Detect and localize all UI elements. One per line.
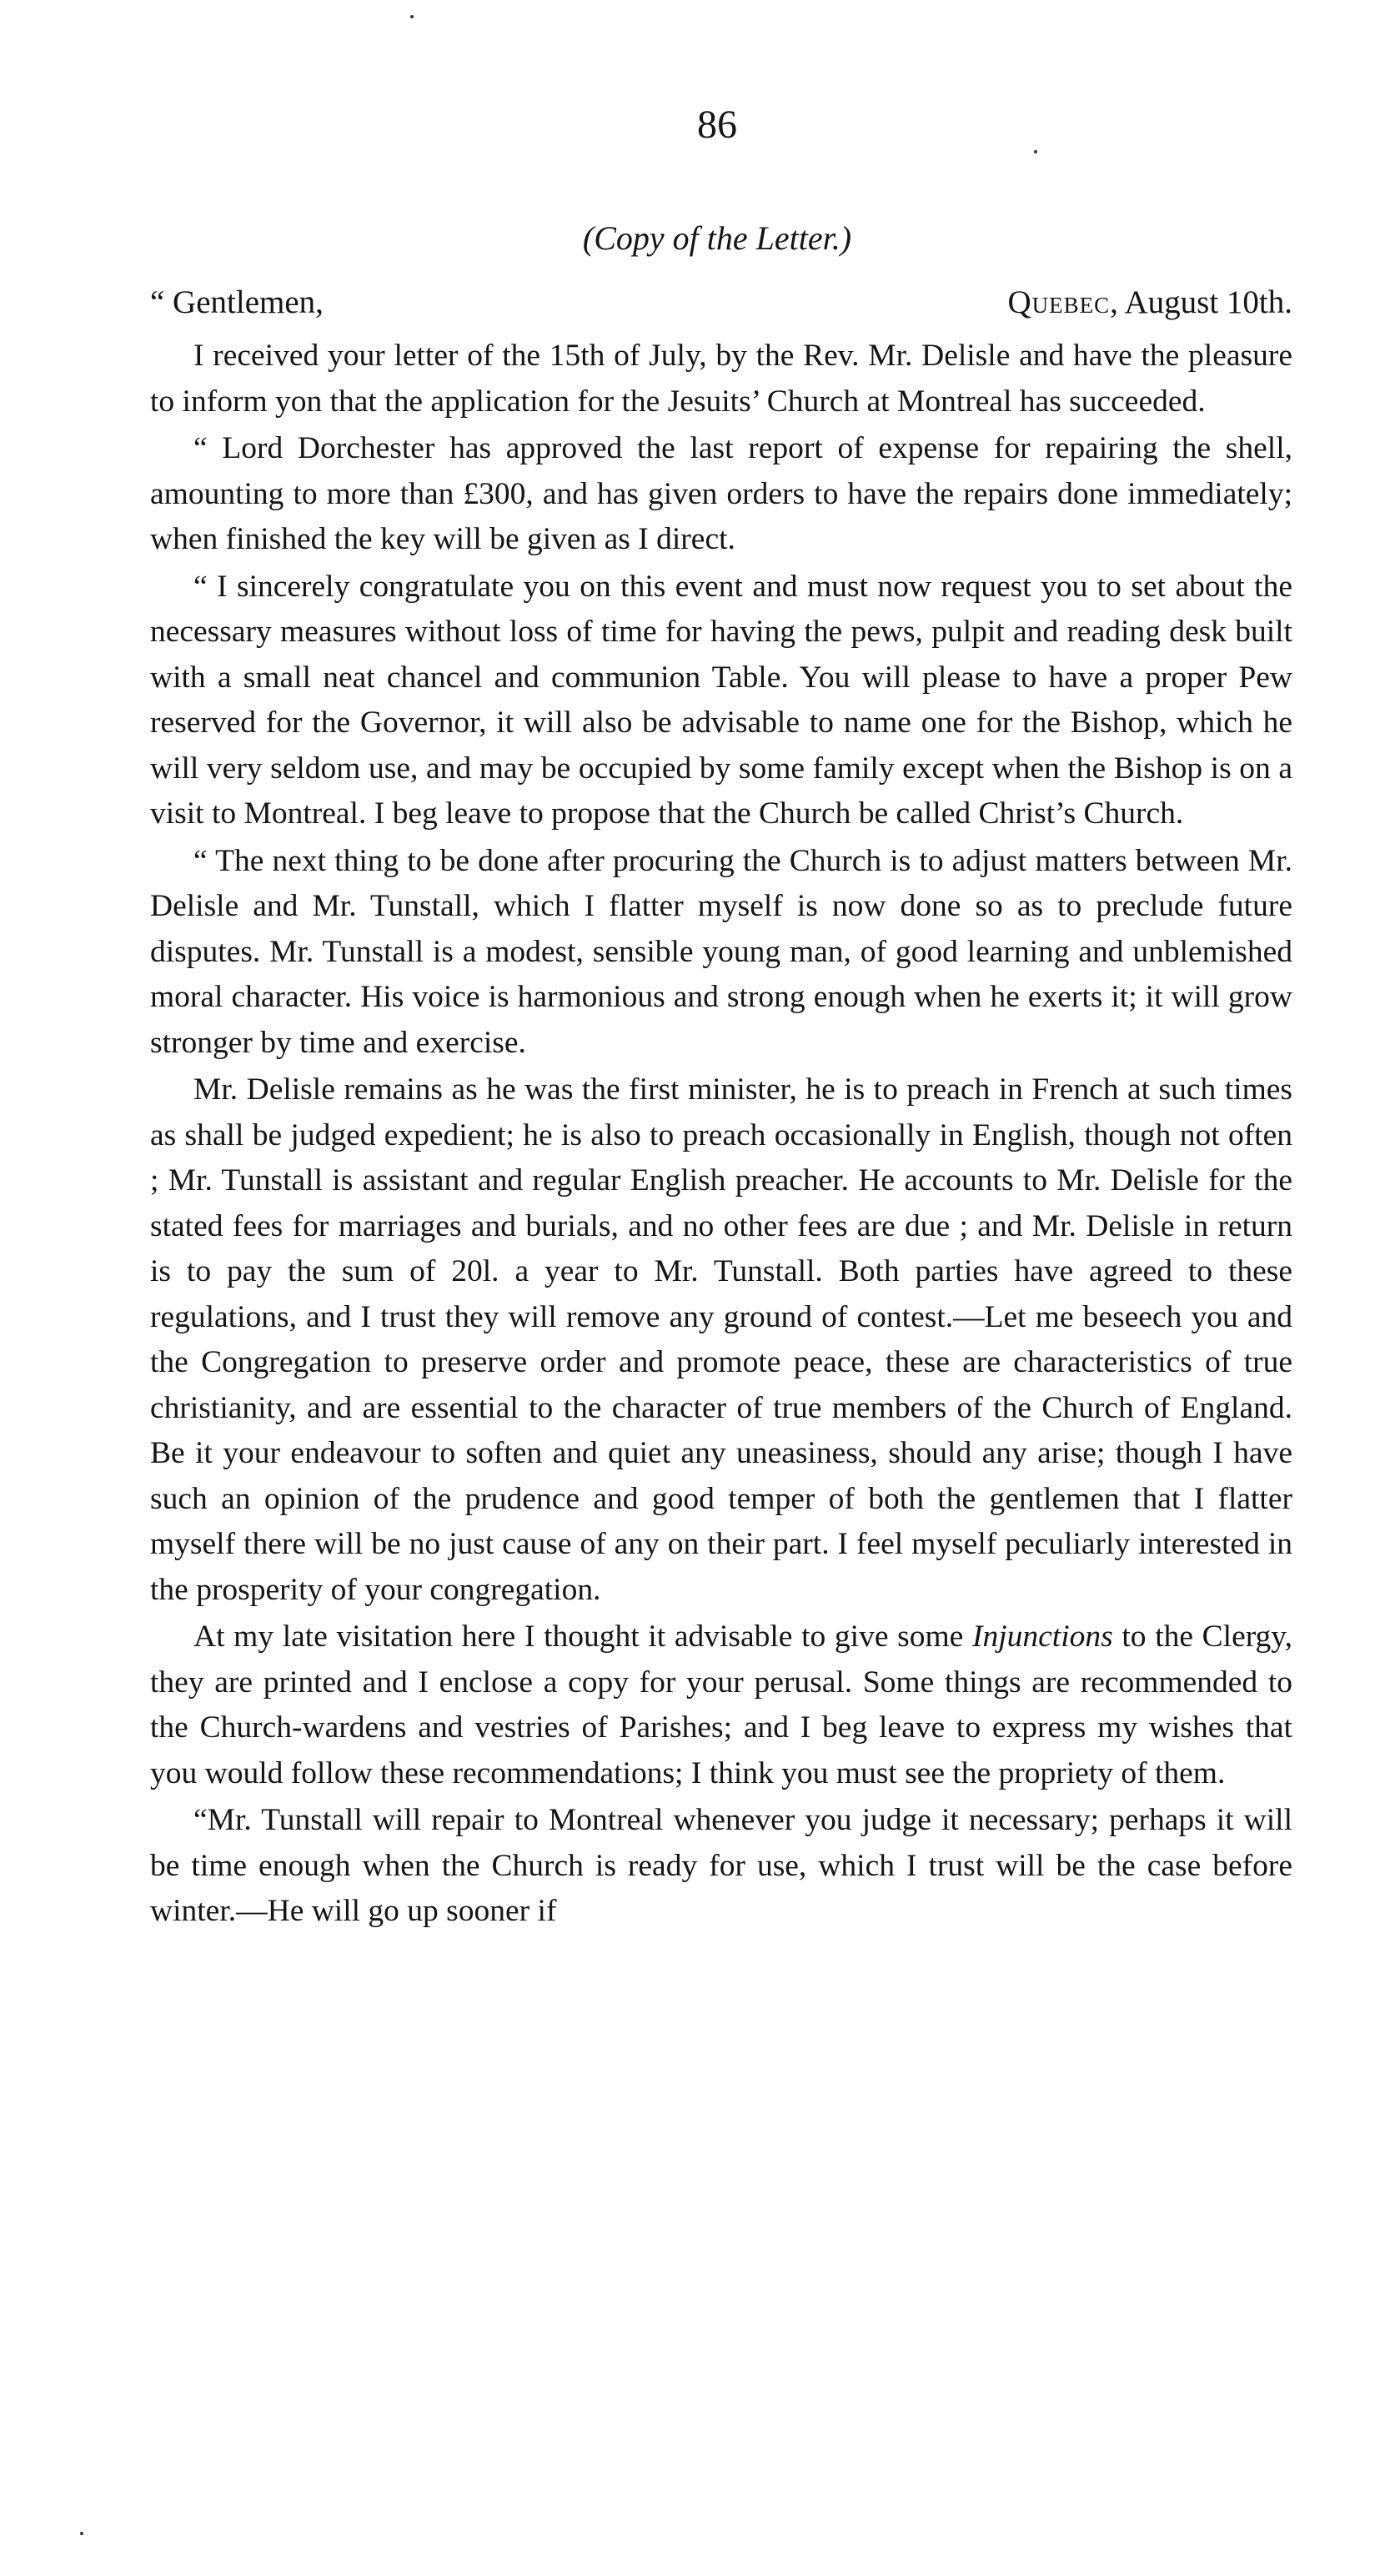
place-date bbox=[1007, 284, 1292, 321]
date: , August 10th. bbox=[1110, 284, 1292, 320]
paragraph-3: “ I sincerely congratulate you on this event and must now request you to set about the necessary measures without loss of time for having the pews, pulpit and reading desk built with a small neat chancel and communion Table. You will please to have a proper Pew reserved for the Governor, it will also be advisable to name one for the Bishop, which he will very seldom use, and may be occupied by some family except when the Bishop is on a visit to Montreal. I beg leave to propose that the Church be called Christ’s Church. bbox=[150, 569, 1292, 831]
place: Quebec bbox=[1007, 284, 1111, 320]
scan-speck-right bbox=[1034, 150, 1037, 153]
paragraph-1: I received your letter of the 15th of July, by the Rev. Mr. Delisle and have the pleasure to inform yon that the application for the Jesuits’ Church at Montreal has succeeded. bbox=[150, 339, 1292, 419]
paragraph-7: “Mr. Tunstall will repair to Montreal whenever you judge it necessary; perhaps it will be time enough when the Church is ready for use, which I trust will be the case before winter.—He will go up sooner if bbox=[150, 1803, 1292, 1928]
paragraph-4: “ The next thing to be done after procuring the Church is to adjust matters between Mr. Delisle and Mr. Tunstall, which I flatter myself is now done so as to preclude future disputes. Mr. Tunstall is a modest, sensible young man, of good learning and unblemished moral character. His voice is harmonious and strong enough when he exerts it; it will grow stronger by time and exercise. bbox=[150, 843, 1292, 1060]
scan-speck-top bbox=[410, 15, 414, 18]
scan-speck-bottom bbox=[80, 2532, 83, 2535]
letter-caption: (Copy of the Letter.) bbox=[582, 219, 852, 257]
letter-body bbox=[150, 334, 1292, 1936]
injunctions-italic: Injunctions bbox=[971, 1619, 1113, 1654]
paragraph-5: Mr. Delisle remains as he was the first minister, he is to preach in French at such times as shall be judged expedient; he is also to preach occasionally in English, though not often ; Mr. Tunstall is assistant and regular English preacher. He accounts to Mr. Delisle for the stated fees for marriages and burials, and no other fees are due ; and Mr. Delisle in return is to pay the sum of 20l. a year to Mr. Tunstall. Both parties have agreed to these regulations, and I trust they will remove any ground of contest.—Let me beseech you and the Congregation to preserve order and promote peace, these are characteristics of true christianity, and are essential to the character of true members of the Church of England. Be it your endeavour to soften and quiet any uneasiness, should any arise; though I have such an opinion of the prudence and good temper of both the gentlemen that I flatter myself there will be no just cause of any on their part. I feel myself peculiarly interested in the prosperity of your congregation. bbox=[150, 1072, 1292, 1607]
paragraph-2: “ Lord Dorchester has approved the last report of expense for repairing the shell, amounting to more than £300, and has given orders to have the repairs done immediately; when finished the key will be given as I direct. bbox=[150, 431, 1292, 556]
paragraph-6-start: At my late visitation here I thought it advisable to give some bbox=[193, 1619, 972, 1654]
paragraph-6-end: to the Clergy, they are printed and I enclose a copy for your perusal. Some things are recommended to the Church-wardens and vestries of Parishes; and I beg leave to express my wishes that you would follow these recommendations; I think you must see the propriety of them. bbox=[150, 1619, 1292, 1790]
salutation: “ Gentlemen, bbox=[150, 284, 324, 320]
paragraph-6 bbox=[150, 1614, 1292, 1796]
page-number: 86 bbox=[697, 103, 737, 147]
